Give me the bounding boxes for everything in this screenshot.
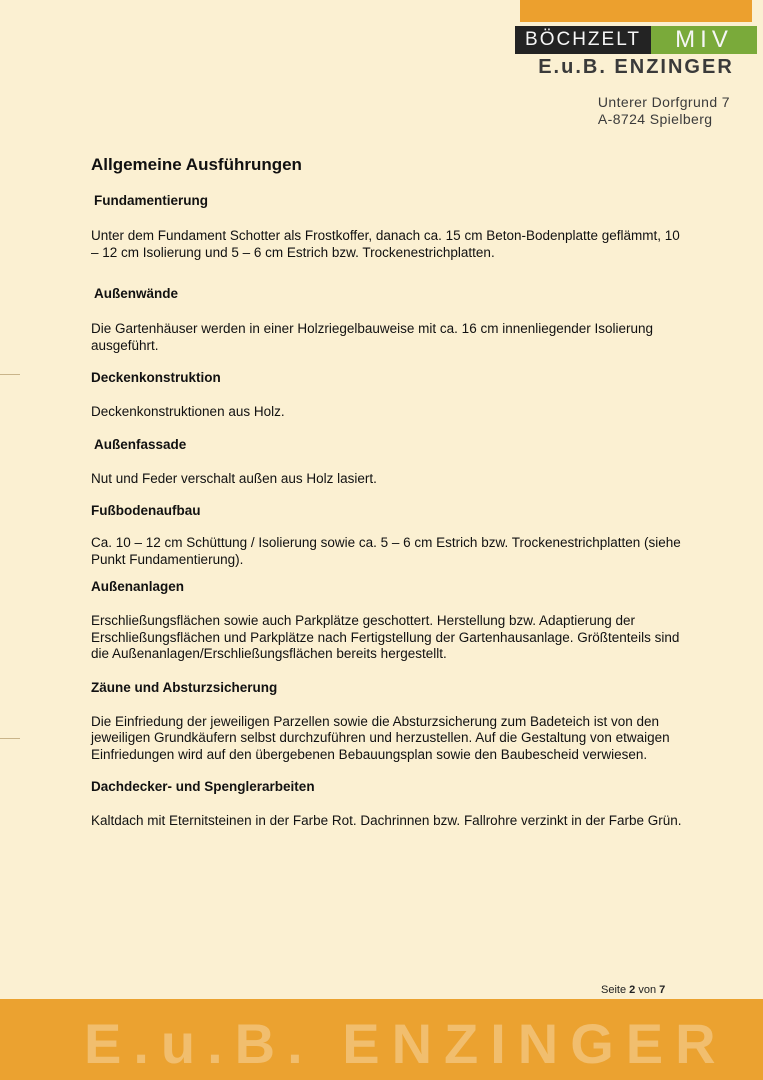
section-heading: Außenwände [94, 286, 179, 301]
page-number [601, 984, 665, 996]
document-body [91, 155, 691, 830]
page-label: Seite [601, 984, 627, 996]
section-heading: Dachdecker- und Spenglerarbeiten [91, 779, 315, 794]
section-text: Erschließungsflächen sowie auch Parkplätze geschottert. Herstellung bzw. Adaptierung der Erschließungsflächen und Parkplätze nach Fertigstellung der Gartenhausanlage. Größtenteils sind die Außenanlagen/Erschließungsflächen bereits hergestellt. [91, 613, 680, 661]
logo-right-text: MIV [651, 26, 757, 54]
section-heading: Deckenkonstruktion [91, 370, 221, 385]
section-text: Unter dem Fundament Schotter als Frostkoffer, danach ca. 15 cm Beton-Bodenplatte geflämmt, 10 – 12 cm Isolierung und 5 – 6 cm Estrich bzw. Trockenestrichplatten. [91, 228, 680, 260]
section-text: Die Einfriedung der jeweiligen Parzellen sowie die Absturzsicherung zum Badeteich ist von den jeweiligen Grundkäufern selbst durchzuführen und herzustellen. Auf die Gestaltung von etwaigen Einfriedungen wird auf den übergebenen Bebauungsplan sowie den Baubescheid verwiesen. [91, 713, 670, 762]
section-heading: Fußbodenaufbau [91, 503, 201, 518]
section-heading: Fundamentierung [94, 193, 208, 208]
section-heading: Außenanlagen [91, 579, 185, 594]
company-logo [515, 0, 757, 82]
margin-mark [0, 374, 20, 375]
logo-left-text: BÖCHZELT [515, 26, 651, 54]
section-text: Die Gartenhäuser werden in einer Holzriegelbauweise mit ca. 16 cm innenliegender Isolierung ausgeführt. [91, 321, 654, 353]
section-text: Ca. 10 – 12 cm Schüttung / Isolierung sowie ca. 5 – 6 cm Estrich bzw. Trockenestrichplatten (siehe Punkt Fundamentierung). [91, 535, 681, 567]
footer-watermark: E.u.B. ENZINGER [84, 1012, 728, 1075]
page-total: 7 [659, 984, 666, 996]
document-title: Allgemeine Ausführungen [91, 155, 302, 174]
section-text: Deckenkonstruktionen aus Holz. [91, 404, 285, 419]
company-address [598, 94, 730, 128]
logo-bar [515, 26, 757, 54]
logo-roof-shape [520, 0, 752, 22]
section-text: Nut und Feder verschalt außen aus Holz lasiert. [91, 470, 377, 486]
footer-band [0, 999, 763, 1080]
address-street: Unterer Dorfgrund 7 [597, 94, 730, 110]
section-heading: Außenfassade [94, 436, 187, 452]
section-text: Kaltdach mit Eternitsteinen in der Farbe Rot. Dachrinnen bzw. Fallrohre verzinkt in der Farbe Grün. [91, 813, 682, 828]
page-current: 2 [629, 984, 636, 996]
margin-mark [0, 738, 20, 739]
page-of-label: von [638, 984, 657, 996]
section-heading: Zäune und Absturzsicherung [91, 679, 278, 695]
address-city: A-8724 Spielberg [597, 111, 713, 127]
logo-company-name: E.u.B. ENZINGER [538, 56, 734, 78]
